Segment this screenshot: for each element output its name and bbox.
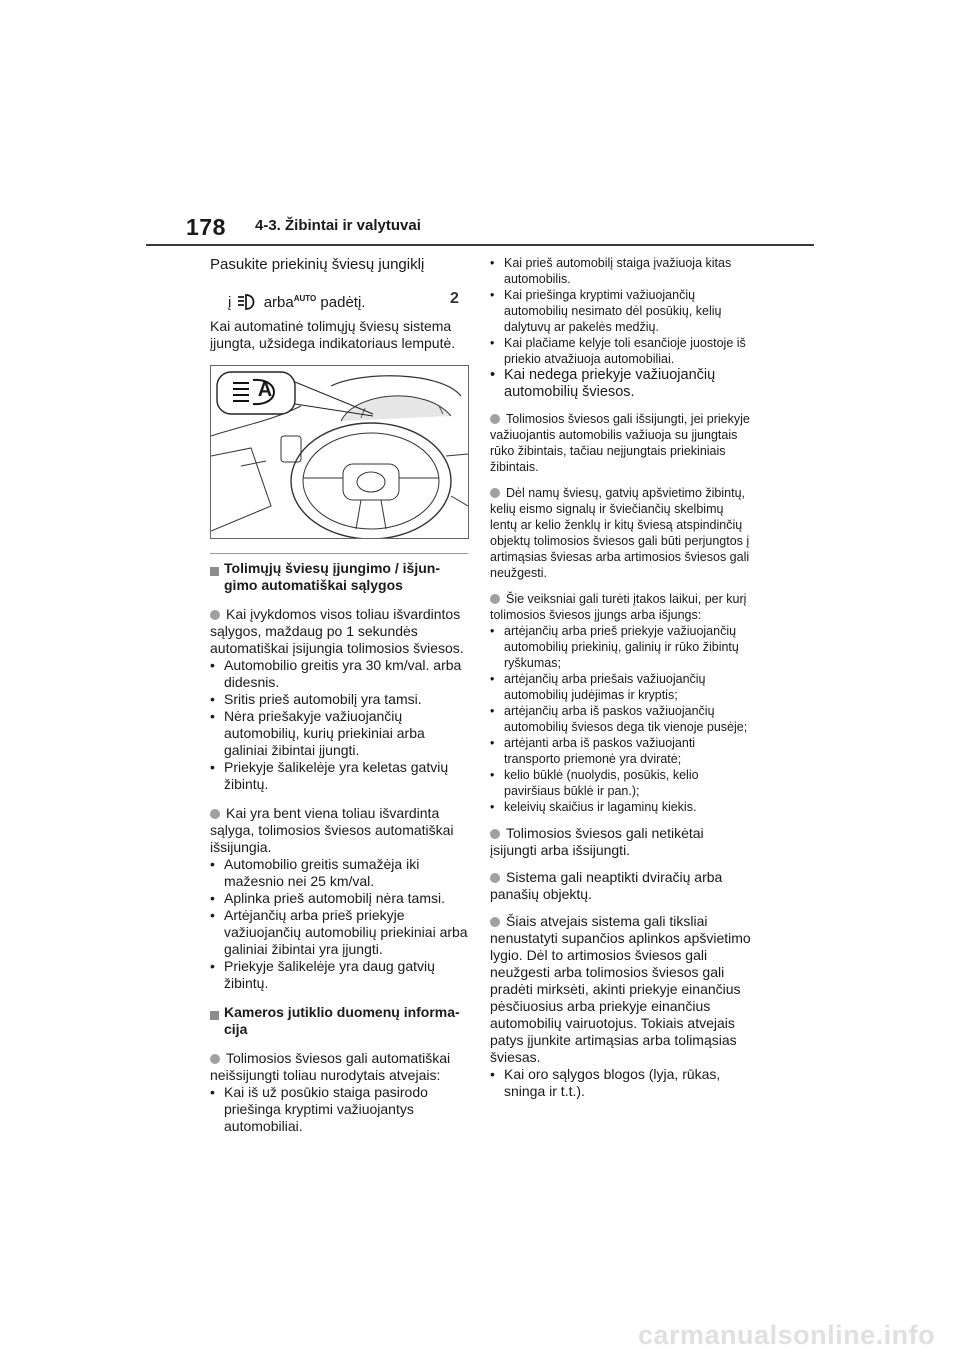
- paragraph-factors: Šie veiksniai gali turėti įtakos laikui, per kurį tolimosios šviesos įjungs arba išjungs:: [490, 592, 747, 622]
- circle-bullet-icon: [490, 414, 500, 424]
- list-item: • Artėjančių arba prieš priekyje važiuojančių automobilių priekiniai arba galiniai žibintai yra įjungti.: [210, 907, 468, 957]
- heading-line-2: gimo automatiškai sąlygos: [224, 577, 403, 593]
- dashboard-illustration: [210, 365, 469, 539]
- list-item: • Kai priešinga kryptimi važiuojančių automobilių nesimato dėl posūkių, kelių dalytuvų ar pakelės medžių.: [490, 288, 722, 334]
- circle-bullet-icon: [490, 917, 500, 927]
- intro-text: Pasukite priekinių šviesų jungiklį: [210, 256, 425, 273]
- paragraph-unexpected: Tolimosios šviesos gali netikėtai įsijungti arba išsijungti.: [490, 825, 704, 858]
- paragraph-ambient: Šiais atvejais sistema gali tiksliai nenustatyti supančios aplinkos apšvietimo lygio. Dėl to artimosios šviesos gali neužgesti arba tolimosios šviesos gali pradėti mirksėti, akinti priekyje einančius pėsčiuosius arba priekyje einančius automobilių vairuotojus. Tokiais atvejais patys įjunkite artimąsias arba tolimąsias šviesas.: [490, 913, 751, 1065]
- list-item: • Kai iš už posūkio staiga pasirodo priešinga kryptimi važiuojantys automobiliai.: [210, 1084, 428, 1134]
- list-item: • Priekyje šalikelėje yra daug gatvių žibintų.: [210, 958, 435, 991]
- list-item: • Sritis prieš automobilį yra tamsi.: [210, 691, 422, 707]
- header-rule: [146, 244, 814, 246]
- list-item: • Kai nedega priekyje važiuojančių automobilių šviesos.: [490, 367, 716, 400]
- paragraph-bicycles: Sistema gali neaptikti dviračių arba panašių objektų.: [490, 869, 723, 902]
- list-item: • keleivių skaičius ir lagaminų kiekis.: [490, 800, 697, 814]
- headlight-beam-icon: [236, 293, 260, 319]
- conditions-on-paragraph: Kai įvykdomos visos toliau išvardintos sąlygos, maždaug po 1 sekundės automatiškai įsijungia tolimosios šviesos.: [210, 606, 464, 656]
- right-column-body: [490, 255, 752, 1100]
- circle-bullet-icon: [210, 610, 220, 620]
- circle-bullet-icon: [490, 488, 500, 498]
- list-item: • Nėra priešakyje važiuojančių automobilių, kurių priekiniai arba galiniai žibintai įjungti.: [210, 708, 425, 758]
- list-item: • Aplinka prieš automobilį nėra tamsi.: [210, 890, 445, 906]
- list-item: • Kai oro sąlygos blogos (lyja, rūkas, sninga ir t.t.).: [490, 1066, 721, 1099]
- list-item: • artėjančių arba iš paskos važiuojančių automobilių šviesos dega tik vienoje pusėje;: [490, 704, 748, 734]
- camera-paragraph: Tolimosios šviesos gali automatiškai neišsijungti toliau nurodytais atvejais:: [210, 1050, 451, 1083]
- indicator-text: Kai automatinė tolimųjų šviesų sistema įjungta, užsidega indikatoriaus lemputė.: [210, 318, 456, 351]
- position-mid: arba: [263, 294, 294, 311]
- indicator-letter: A: [257, 379, 273, 401]
- list-item: • Kai plačiame kelyje toli esančioje juostoje iš priekio atvažiuoja automobiliai.: [490, 336, 746, 366]
- circle-bullet-icon: [210, 809, 220, 819]
- paragraph-fog: Tolimosios šviesos gali išsijungti, jei priekyje važiuojantis automobilis važiuoja su įjungtais rūko žibintais, tačiau neįjungtais priekiniais žibintais.: [490, 412, 750, 474]
- square-bullet-icon: [210, 567, 219, 576]
- heading-line-1: Kameros jutiklio duomenų informa-: [224, 1004, 460, 1020]
- step-number: 2: [450, 290, 459, 307]
- list-item: • Kai prieš automobilį staiga įvažiuoja kitas automobilis.: [490, 256, 732, 286]
- left-column-body: [210, 560, 468, 1135]
- position-suffix: padėtį.: [320, 294, 366, 311]
- circle-bullet-icon: [490, 873, 500, 883]
- list-item: • Priekyje šalikelėje yra keletas gatvių žibintų.: [210, 759, 449, 792]
- paragraph-lights: Dėl namų šviesų, gatvių apšvietimo žibintų, kelių eismo signalų ir šviečiančių skelbimų lentų ar kelio ženklų ir kitų šviesą atspindinčių objektų tolimosios šviesos gali būti perjungtos į artimąsias šviesas arba artimosios šviesos gali neužgesti.: [490, 486, 750, 580]
- circle-bullet-icon: [210, 1054, 220, 1064]
- square-bullet-icon: [210, 1011, 219, 1020]
- list-item: • artėjančių arba priešais važiuojančių automobilių judėjimas ir kryptis;: [490, 672, 706, 702]
- page-number: 178: [186, 214, 226, 240]
- position-prefix: į: [228, 294, 232, 311]
- heading-line-2: cija: [224, 1021, 248, 1037]
- list-item: • Automobilio greitis yra 30 km/val. arba didesnis.: [210, 657, 462, 690]
- switch-position-line: [228, 287, 468, 311]
- section-title: 4-3. Žibintai ir valytuvai: [255, 217, 421, 234]
- section-heading-camera: [210, 1004, 468, 1038]
- heading-line-1: Tolimųjų šviesų įjungimo / išjun-: [224, 560, 440, 576]
- circle-bullet-icon: [490, 594, 500, 604]
- circle-bullet-icon: [490, 829, 500, 839]
- watermark: carmanualsonline.info: [638, 1320, 936, 1350]
- section-rule: [210, 553, 468, 554]
- dashboard-drawing: [211, 366, 468, 538]
- list-item: • kelio būklė (nuolydis, posūkis, kelio paviršiaus būklė ir pan.);: [490, 768, 699, 798]
- list-item: • artėjančių arba prieš priekyje važiuojančių automobilių priekinių, galinių ir rūko žibintų ryškumas;: [490, 624, 739, 670]
- auto-label: AUTO: [293, 294, 317, 303]
- conditions-off-paragraph: Kai yra bent viena toliau išvardinta sąlyga, tolimosios šviesos automatiškai išsijungia.: [210, 805, 454, 855]
- list-item: • artėjanti arba iš paskos važiuojanti transporto priemonė yra dviratė;: [490, 736, 696, 766]
- list-item: • Automobilio greitis sumažėja iki mažesnio nei 25 km/val.: [210, 856, 420, 889]
- section-heading-conditions: [210, 560, 468, 594]
